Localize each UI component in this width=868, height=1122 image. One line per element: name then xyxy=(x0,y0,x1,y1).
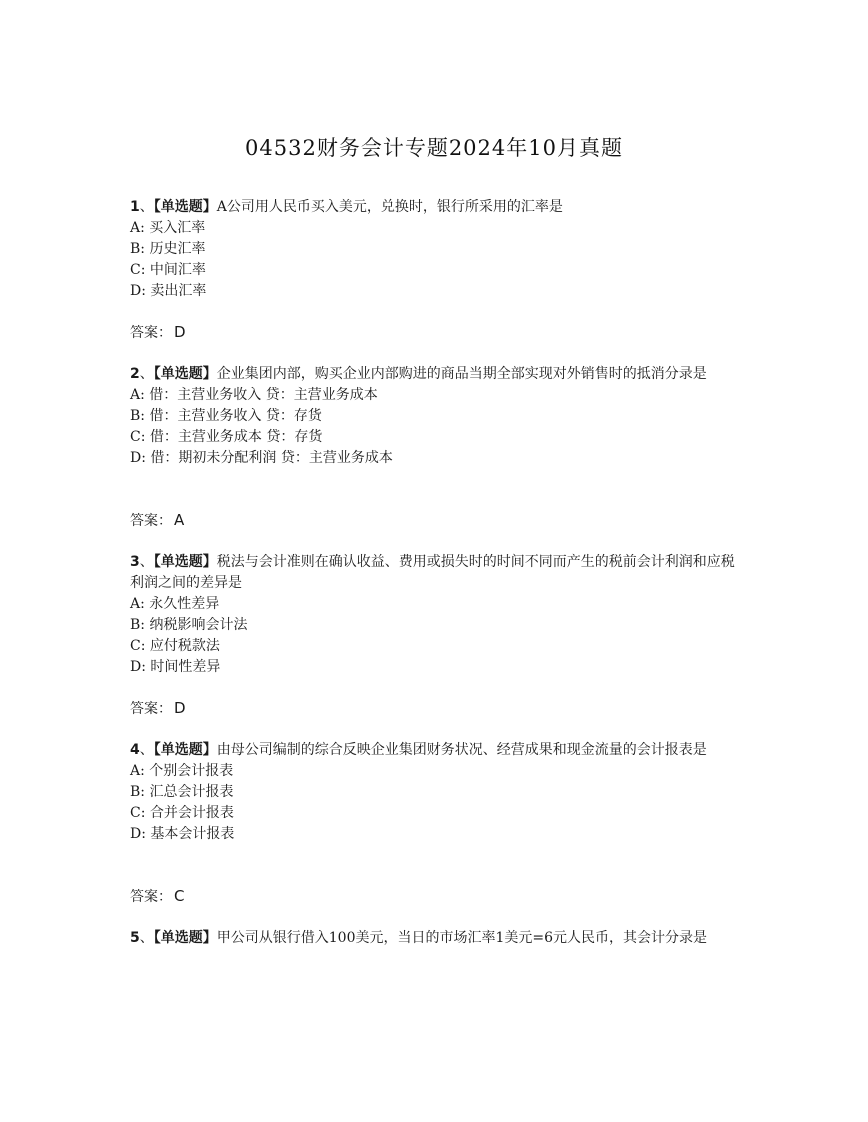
question-text: 税法与会计准则在确认收益、费用或损失时的时间不同而产生的税前会计利润和应税利润之间的差异是 xyxy=(130,554,735,591)
question-text: 由母公司编制的综合反映企业集团财务状况、经营成果和现金流量的会计报表是 xyxy=(216,742,707,758)
option-d: D: 卖出汇率 xyxy=(130,283,207,299)
option-c: C: 应付税款法 xyxy=(130,638,220,654)
question-stem xyxy=(130,197,742,218)
question-text: A公司用人民币买入美元，兑换时，银行所采用的汇率是 xyxy=(216,199,563,215)
question-type: 【单选题】 xyxy=(153,366,217,382)
answer-value: D xyxy=(174,699,186,717)
question-stem xyxy=(130,928,742,949)
question-separator: 、 xyxy=(139,199,154,215)
option-b: B: 历史汇率 xyxy=(130,241,206,257)
option-c: C: 合并会计报表 xyxy=(130,805,234,821)
question-number: 3 xyxy=(130,554,140,570)
answer-value: C xyxy=(174,887,185,905)
option-c: C: 中间汇率 xyxy=(130,262,206,278)
question-stem xyxy=(130,364,742,385)
question-text: 甲公司从银行借入100美元，当日的市场汇率1美元=6元人民币，其会计分录是 xyxy=(216,930,708,946)
answer-4 xyxy=(130,886,184,908)
answer-label: 答案： xyxy=(130,701,172,717)
question-1 xyxy=(130,197,742,302)
question-type: 【单选题】 xyxy=(153,554,217,570)
option-b: B: 纳税影响会计法 xyxy=(130,617,248,633)
answer-value: D xyxy=(174,323,186,341)
option-b: B: 汇总会计报表 xyxy=(130,784,234,800)
option-b: B: 借：主营业务收入 贷：存货 xyxy=(130,408,322,424)
question-type: 【单选题】 xyxy=(153,930,217,946)
option-a: A: 借：主营业务收入 贷：主营业务成本 xyxy=(130,387,378,403)
question-stem xyxy=(130,740,742,761)
answer-label: 答案： xyxy=(130,889,172,905)
option-c: C: 借：主营业务成本 贷：存货 xyxy=(130,429,323,445)
option-a: A: 买入汇率 xyxy=(130,220,206,236)
question-separator: 、 xyxy=(139,366,154,382)
question-type: 【单选题】 xyxy=(153,199,217,215)
option-d: D: 借：期初未分配利润 贷：主营业务成本 xyxy=(130,450,393,466)
question-4 xyxy=(130,740,742,845)
page-title: 04532财务会计专题2024年10月真题 xyxy=(245,136,623,160)
question-number: 1 xyxy=(130,199,140,215)
answer-1 xyxy=(130,322,186,344)
question-type: 【单选题】 xyxy=(153,742,217,758)
question-text: 企业集团内部，购买企业内部购进的商品当期全部实现对外销售时的抵消分录是 xyxy=(216,366,707,382)
question-number: 4 xyxy=(130,742,140,758)
question-separator: 、 xyxy=(139,930,154,946)
answer-3 xyxy=(130,698,186,720)
question-number: 2 xyxy=(130,366,140,382)
question-stem xyxy=(130,552,742,594)
option-d: D: 基本会计报表 xyxy=(130,826,235,842)
question-number: 5 xyxy=(130,930,140,946)
option-a: A: 个别会计报表 xyxy=(130,763,234,779)
question-5 xyxy=(130,928,742,949)
question-separator: 、 xyxy=(139,554,154,570)
answer-label: 答案： xyxy=(130,513,172,529)
option-d: D: 时间性差异 xyxy=(130,659,221,675)
question-3 xyxy=(130,552,742,678)
question-2 xyxy=(130,364,742,469)
option-a: A: 永久性差异 xyxy=(130,596,220,612)
answer-2 xyxy=(130,510,184,532)
answer-value: A xyxy=(174,511,185,529)
answer-label: 答案： xyxy=(130,325,172,341)
question-separator: 、 xyxy=(139,742,154,758)
